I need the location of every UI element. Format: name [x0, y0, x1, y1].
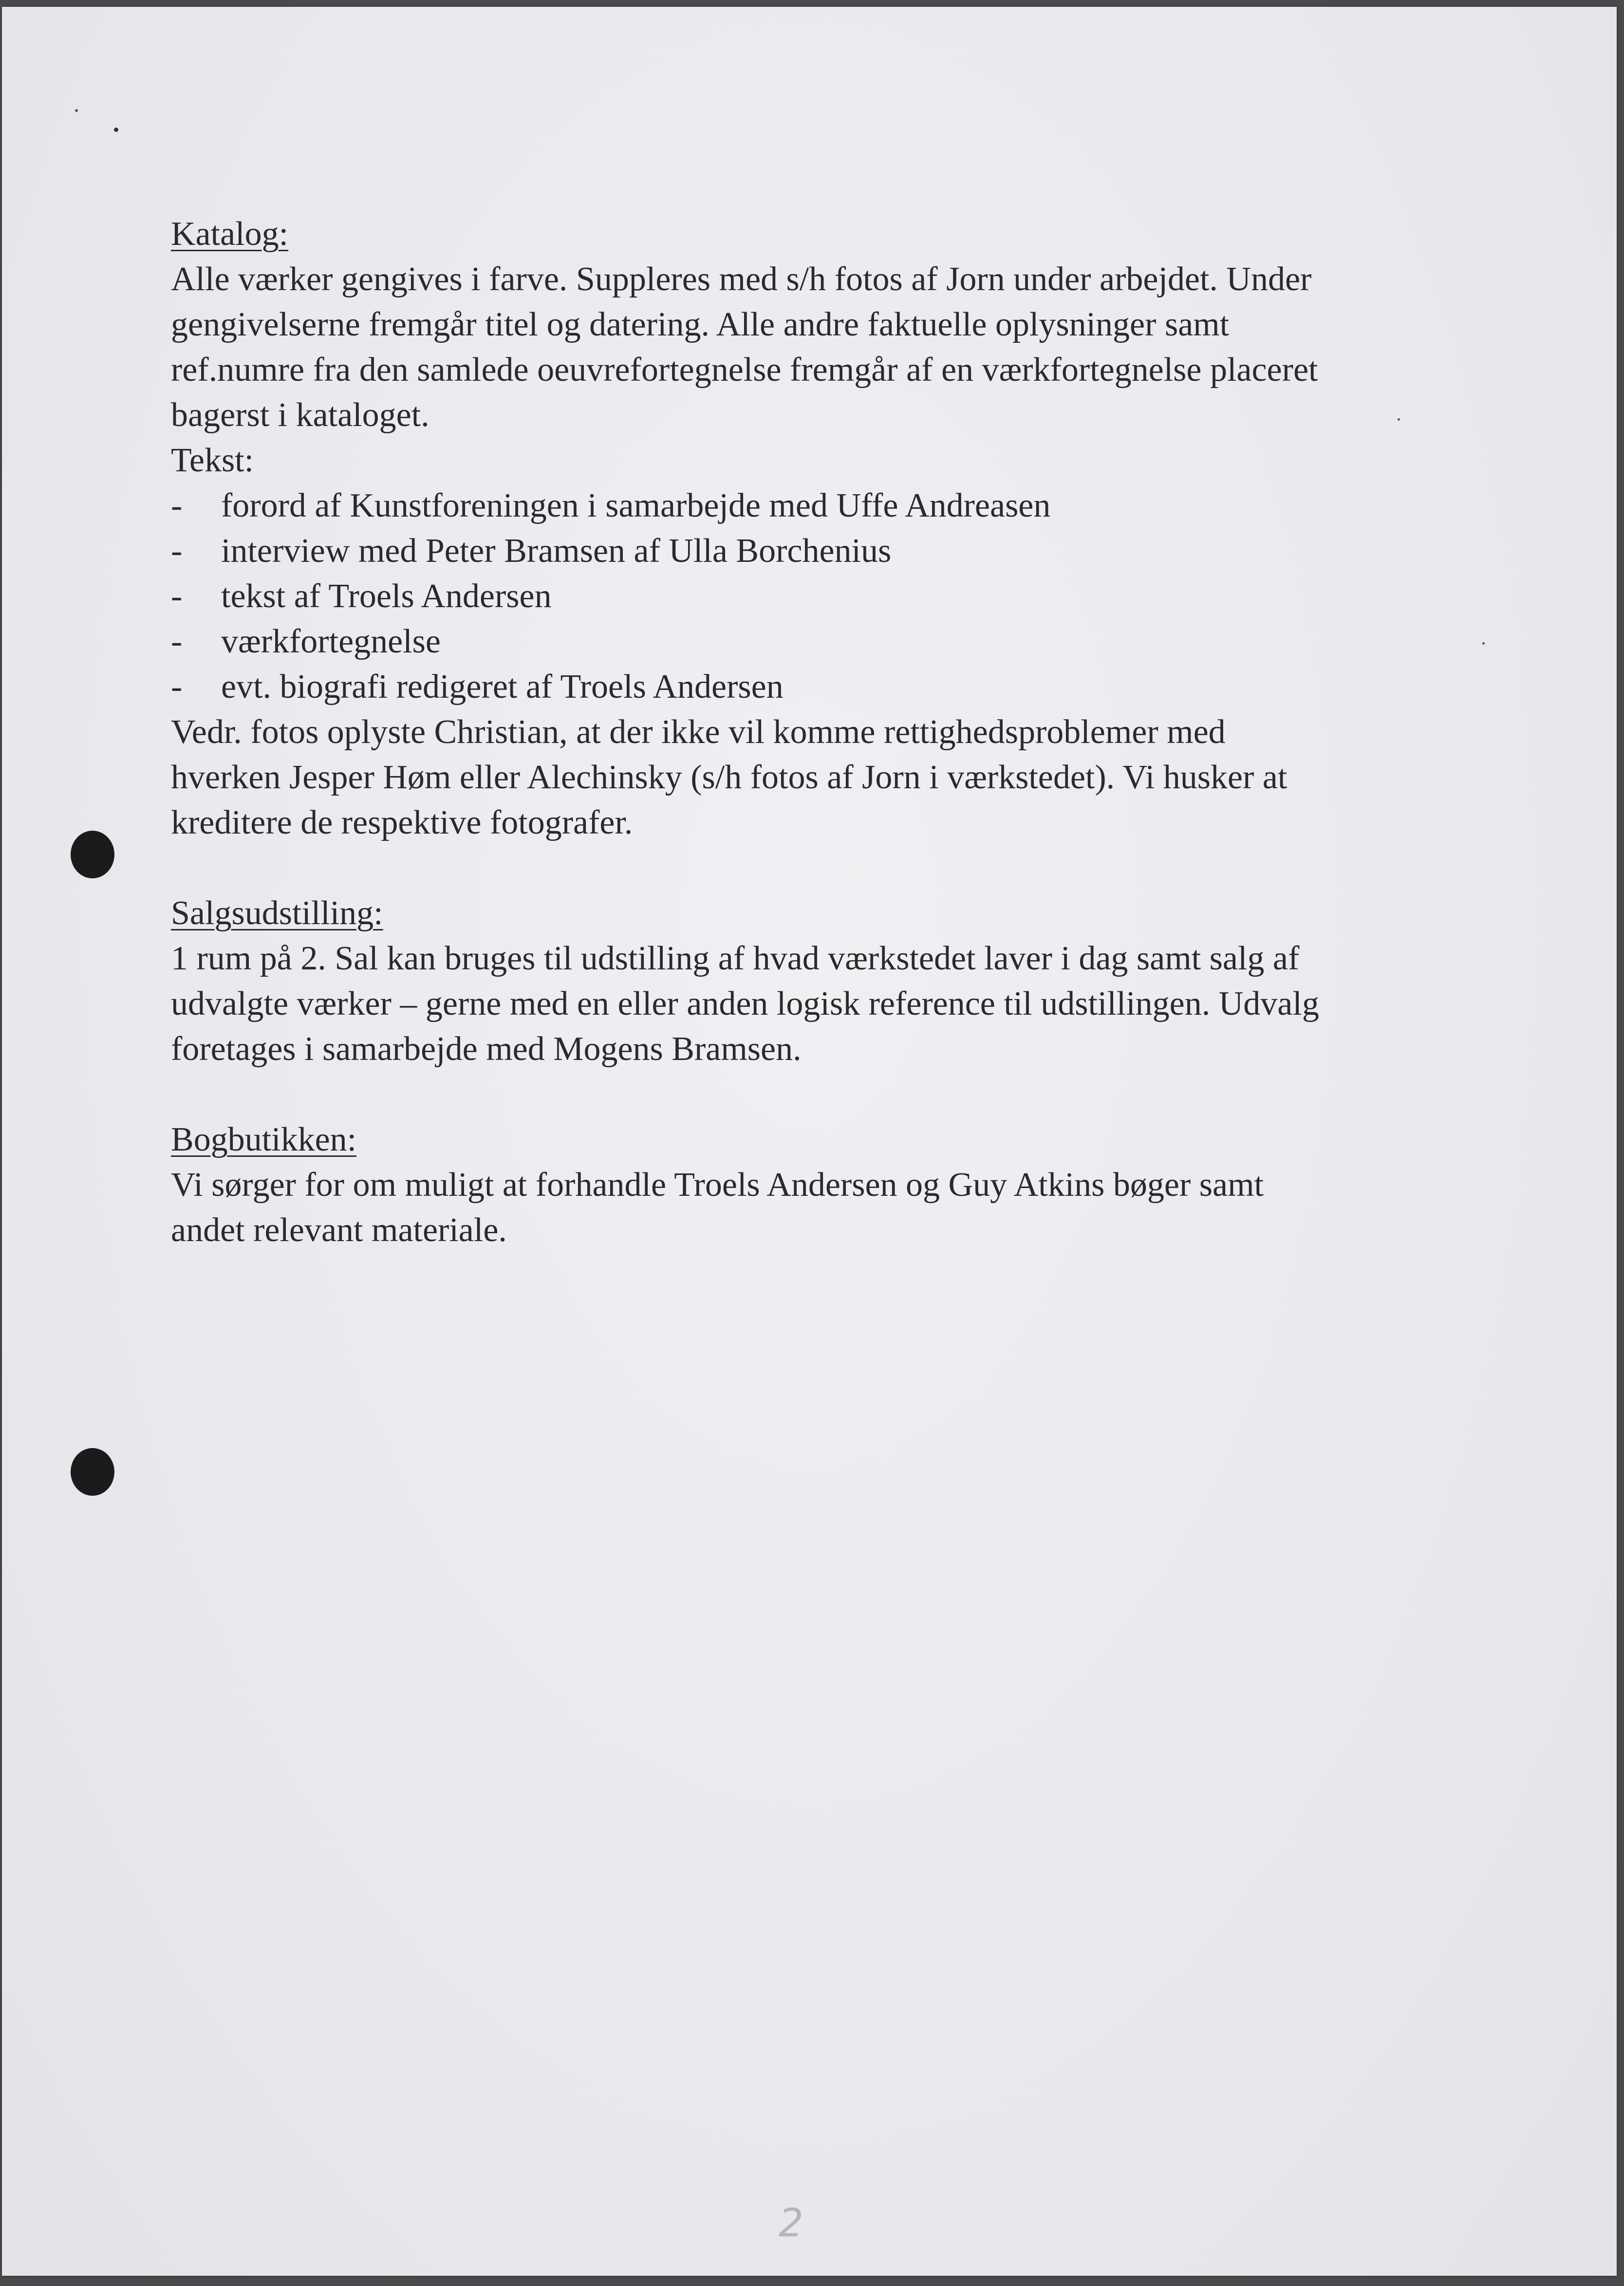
list-item	[171, 574, 1486, 619]
list-item-text: værkfortegnelse	[221, 623, 441, 660]
heading-katalog: Katalog:	[171, 215, 289, 253]
katalog-line: gengivelserne fremgår titel og datering. Alle andre faktuelle oplysninger samt	[171, 306, 1230, 343]
list-item	[171, 619, 1486, 664]
list-item-text: forord af Kunstforeningen i samarbejde med Uffe Andreasen	[221, 487, 1051, 524]
section-gap	[171, 845, 1486, 891]
tekst-label: Tekst:	[171, 442, 254, 479]
katalog-line: bagerst i kataloget.	[171, 396, 429, 434]
list-item	[171, 528, 1486, 574]
fotos-line: hverken Jesper Høm eller Alechinsky (s/h fotos af Jorn i værkstedet). Vi husker at	[171, 759, 1288, 796]
bogbutikken-line: andet relevant materiale.	[171, 1211, 507, 1249]
document-body	[171, 211, 1486, 1253]
katalog-paragraph	[171, 257, 1486, 438]
fotos-paragraph	[171, 709, 1486, 845]
tekst-list	[171, 483, 1486, 709]
katalog-line: Alle værker gengives i farve. Suppleres med s/h fotos af Jorn under arbejdet. Under	[171, 260, 1312, 298]
fotos-line: kreditere de respektive fotografer.	[171, 804, 633, 841]
list-item	[171, 664, 1486, 709]
heading-salgsudstilling: Salgsudstilling:	[171, 894, 383, 932]
paper-speck	[75, 109, 78, 112]
list-item	[171, 483, 1486, 528]
fotos-line: Vedr. fotos oplyste Christian, at der ikke vil komme rettighedsproblemer med	[171, 713, 1226, 751]
document-page	[2, 7, 1617, 2276]
list-dash: -	[171, 532, 183, 570]
list-dash: -	[171, 623, 183, 660]
salgsudstilling-paragraph	[171, 936, 1486, 1072]
paper-speck	[114, 128, 118, 132]
list-item-text: evt. biografi redigeret af Troels Andersen	[221, 668, 784, 706]
list-item-text: interview med Peter Bramsen af Ulla Borchenius	[221, 532, 892, 570]
section-gap	[171, 1072, 1486, 1117]
bogbutikken-line: Vi sørger for om muligt at forhandle Troels Andersen og Guy Atkins bøger samt	[171, 1166, 1264, 1204]
list-dash: -	[171, 487, 183, 524]
salgsudstilling-line: 1 rum på 2. Sal kan bruges til udstilling af hvad værkstedet laver i dag samt salg af	[171, 940, 1300, 977]
salgsudstilling-line: udvalgte værker – gerne med en eller anden logisk reference til udstillingen. Udvalg	[171, 985, 1319, 1022]
heading-bogbutikken: Bogbutikken:	[171, 1121, 357, 1158]
list-dash: -	[171, 577, 183, 615]
punch-hole-bottom	[71, 1448, 114, 1496]
bogbutikken-paragraph	[171, 1162, 1486, 1253]
page-number: 2	[779, 2200, 803, 2246]
katalog-line: ref.numre fra den samlede oeuvrefortegnelse fremgår af en værkfortegnelse placeret	[171, 351, 1318, 389]
salgsudstilling-line: foretages i samarbejde med Mogens Bramsen.	[171, 1030, 802, 1068]
list-item-text: tekst af Troels Andersen	[221, 577, 552, 615]
punch-hole-top	[71, 831, 114, 878]
list-dash: -	[171, 668, 183, 706]
